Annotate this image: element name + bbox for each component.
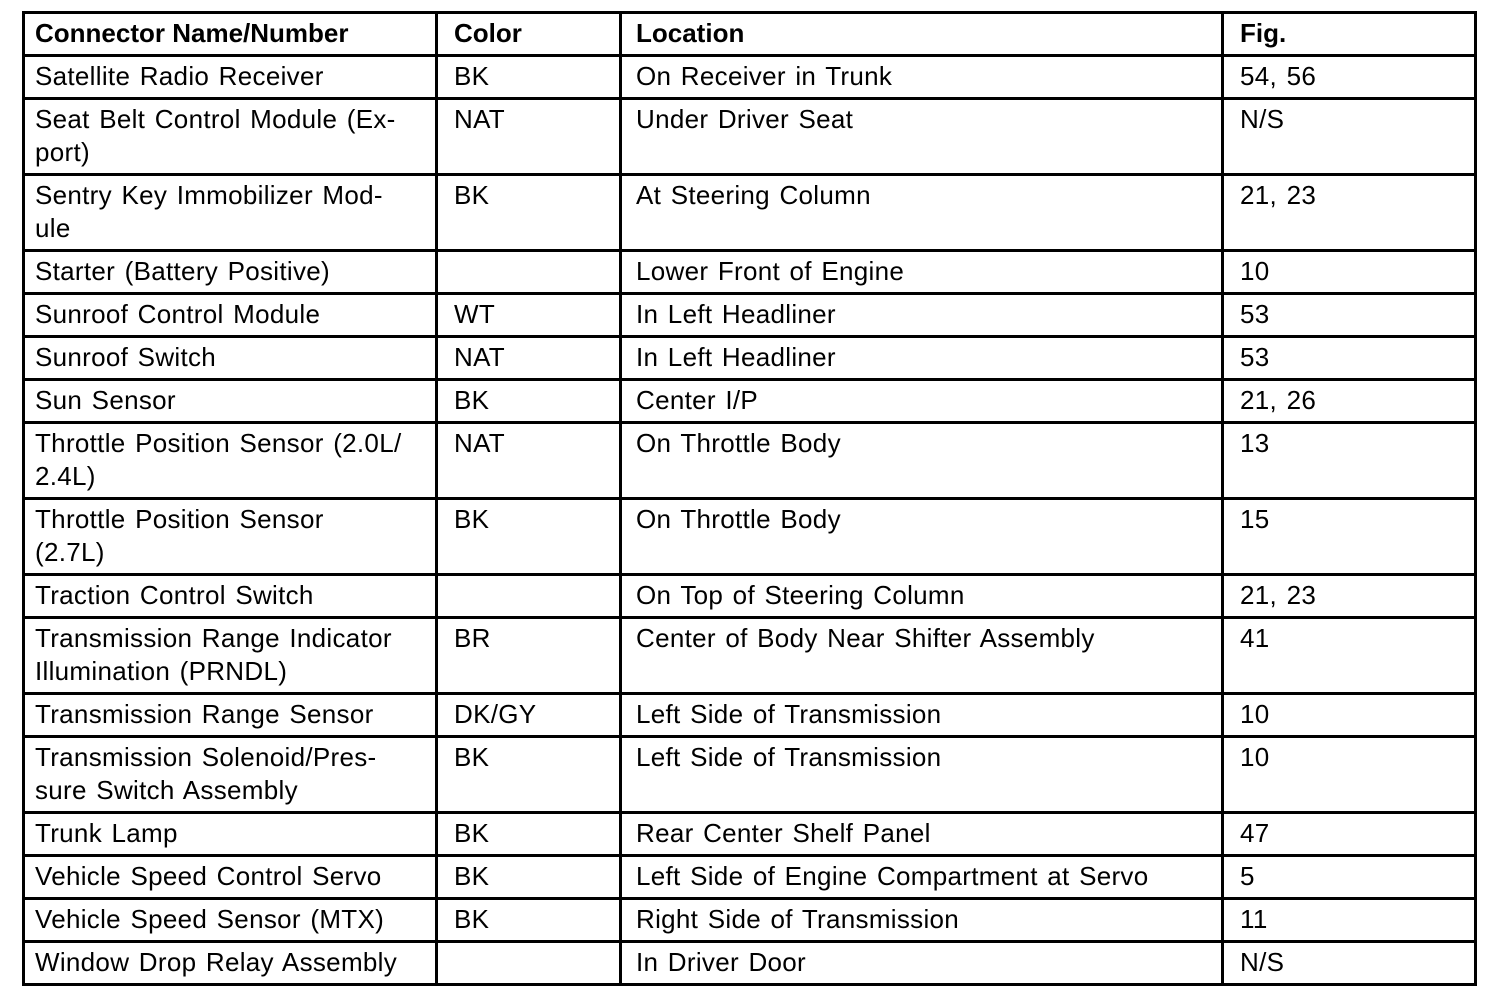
table-header-row — [24, 13, 1476, 56]
connector-table — [22, 11, 1477, 986]
header-connector-name: Connector Name/Number — [24, 13, 437, 56]
cell-location: In Left Headliner — [621, 337, 1223, 380]
cell-fig: 15 — [1223, 499, 1476, 575]
cell-connector-name: Vehicle Speed Control Servo — [24, 856, 437, 899]
table-row — [24, 499, 1476, 575]
table-row — [24, 99, 1476, 175]
cell-fig: 47 — [1223, 813, 1476, 856]
cell-location: Left Side of Transmission — [621, 737, 1223, 813]
cell-location: In Driver Door — [621, 942, 1223, 985]
cell-connector-name: Sunroof Control Module — [24, 294, 437, 337]
cell-fig: 21, 23 — [1223, 175, 1476, 251]
cell-color: BK — [437, 499, 621, 575]
table-row — [24, 251, 1476, 294]
cell-fig: 10 — [1223, 694, 1476, 737]
cell-color — [437, 251, 621, 294]
cell-color — [437, 575, 621, 618]
table-row — [24, 899, 1476, 942]
cell-color: BK — [437, 380, 621, 423]
cell-connector-name: Sun Sensor — [24, 380, 437, 423]
cell-connector-name: Throttle Position Sensor (2.0L/ 2.4L) — [24, 423, 437, 499]
cell-location: Under Driver Seat — [621, 99, 1223, 175]
cell-color: NAT — [437, 337, 621, 380]
table-row — [24, 575, 1476, 618]
table-row — [24, 423, 1476, 499]
table-row — [24, 56, 1476, 99]
table-row — [24, 337, 1476, 380]
table-row — [24, 618, 1476, 694]
cell-location: Right Side of Transmission — [621, 899, 1223, 942]
cell-fig: 53 — [1223, 294, 1476, 337]
cell-color: NAT — [437, 423, 621, 499]
cell-connector-name: Transmission Range Indicator Illumination (PRNDL) — [24, 618, 437, 694]
table-row — [24, 813, 1476, 856]
cell-fig: 21, 26 — [1223, 380, 1476, 423]
cell-connector-name: Window Drop Relay Assembly — [24, 942, 437, 985]
cell-color: DK/GY — [437, 694, 621, 737]
cell-location: On Throttle Body — [621, 499, 1223, 575]
header-location: Location — [621, 13, 1223, 56]
table-row — [24, 380, 1476, 423]
cell-connector-name: Transmission Range Sensor — [24, 694, 437, 737]
cell-fig: 54, 56 — [1223, 56, 1476, 99]
header-color: Color — [437, 13, 621, 56]
table-row — [24, 175, 1476, 251]
cell-connector-name: Sunroof Switch — [24, 337, 437, 380]
cell-location: On Receiver in Trunk — [621, 56, 1223, 99]
cell-fig: 21, 23 — [1223, 575, 1476, 618]
header-fig: Fig. — [1223, 13, 1476, 56]
cell-location: Lower Front of Engine — [621, 251, 1223, 294]
cell-connector-name: Vehicle Speed Sensor (MTX) — [24, 899, 437, 942]
cell-location: Left Side of Engine Compartment at Servo — [621, 856, 1223, 899]
cell-color: BK — [437, 56, 621, 99]
cell-color: BK — [437, 813, 621, 856]
cell-color: BK — [437, 737, 621, 813]
table-row — [24, 942, 1476, 985]
cell-fig: 10 — [1223, 737, 1476, 813]
cell-color: BK — [437, 899, 621, 942]
cell-connector-name: Throttle Position Sensor (2.7L) — [24, 499, 437, 575]
cell-connector-name: Starter (Battery Positive) — [24, 251, 437, 294]
cell-location: Center I/P — [621, 380, 1223, 423]
cell-fig: 10 — [1223, 251, 1476, 294]
cell-location: On Throttle Body — [621, 423, 1223, 499]
cell-connector-name: Sentry Key Immobilizer Mod- ule — [24, 175, 437, 251]
cell-fig: 13 — [1223, 423, 1476, 499]
cell-location: In Left Headliner — [621, 294, 1223, 337]
table-row — [24, 856, 1476, 899]
cell-location: On Top of Steering Column — [621, 575, 1223, 618]
cell-fig: N/S — [1223, 942, 1476, 985]
cell-color: NAT — [437, 99, 621, 175]
cell-location: At Steering Column — [621, 175, 1223, 251]
cell-color: BK — [437, 175, 621, 251]
cell-location: Left Side of Transmission — [621, 694, 1223, 737]
cell-color: BK — [437, 856, 621, 899]
cell-connector-name: Trunk Lamp — [24, 813, 437, 856]
table-row — [24, 737, 1476, 813]
cell-color: WT — [437, 294, 621, 337]
table-body — [24, 56, 1476, 985]
cell-color — [437, 942, 621, 985]
table-row — [24, 294, 1476, 337]
cell-fig: 41 — [1223, 618, 1476, 694]
cell-location: Center of Body Near Shifter Assembly — [621, 618, 1223, 694]
table-row — [24, 694, 1476, 737]
cell-fig: 11 — [1223, 899, 1476, 942]
cell-fig: 53 — [1223, 337, 1476, 380]
cell-color: BR — [437, 618, 621, 694]
cell-fig: N/S — [1223, 99, 1476, 175]
cell-connector-name: Seat Belt Control Module (Ex- port) — [24, 99, 437, 175]
cell-location: Rear Center Shelf Panel — [621, 813, 1223, 856]
cell-connector-name: Traction Control Switch — [24, 575, 437, 618]
cell-connector-name: Satellite Radio Receiver — [24, 56, 437, 99]
cell-connector-name: Transmission Solenoid/Pres- sure Switch Assembly — [24, 737, 437, 813]
cell-fig: 5 — [1223, 856, 1476, 899]
